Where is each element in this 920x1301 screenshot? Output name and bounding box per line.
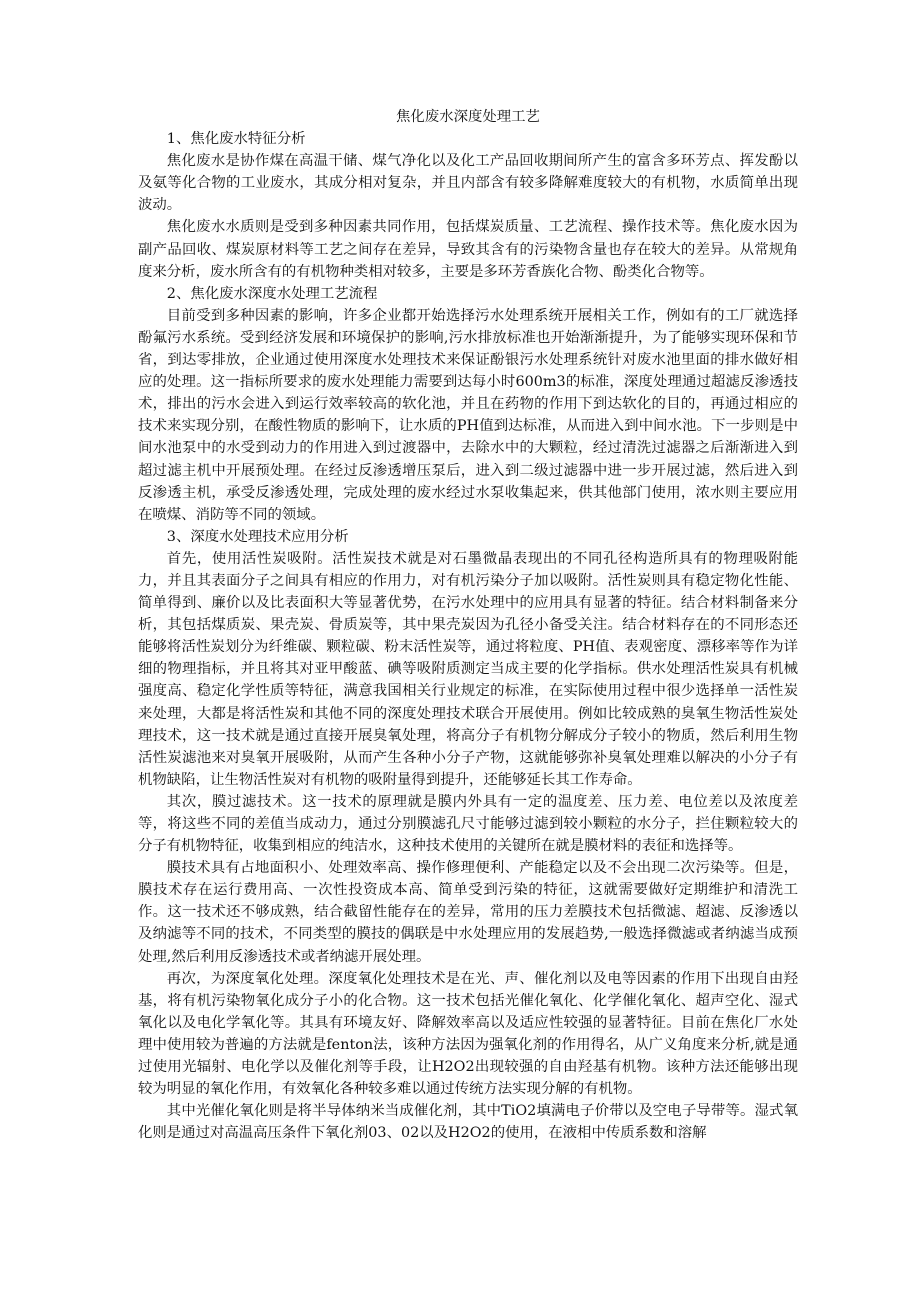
section-2-heading: 2、焦化废水深度水处理工艺流程 (166, 285, 378, 302)
document-title: 焦化废水深度处理工艺 (396, 109, 540, 125)
section-3-paragraph-3: 膜技术具有占地面积小、处理效率高、操作修理便利、产能稳定以及不会出现二次污染等。但是，膜技术存在运行费用高、一次性投资成本高、简单受到污染的特征，这就需要做好定期维护和清洗工作。这一技术还不够成熟，结合截留性能存在的差异，常用的压力差膜技术包括微滤、超滤、反渗透以及纳滤等不同的技术，不同类型的膜技的偶联是中水处理应用的发展趋势,一般选择微滤或者纳滤当成预处理,然后利用反渗透技术或者纳滤开展处理。 (138, 860, 798, 965)
section-3-paragraph-4: 再次，为深度氧化处理。深度氧化处理技术是在光、声、催化剂以及电等因素的作用下出现自由羟基，将有机污染物氧化成分子小的化合物。这一技术包括光催化氧化、化学催化氧化、超声空化、湿式氧化以及电化学氧化等。其具有环境友好、降解效率高以及适应性较强的显著特征。目前在焦化厂水处理中使用较为普遍的方法就是fenton法，该种方法因为强氧化剂的作用得名，从广义角度来分析,就是通过使用光辐射、电化学以及催化剂等手段，让H2O2出现较强的自由羟基有机物。该种方法还能够出现较为明显的氧化作用，有效氧化各种较多难以通过传统方法实现分解的有机物。 (138, 970, 798, 1098)
section-2-paragraph-1: 目前受到多种因素的影响，许多企业都开始选择污水处理系统开展相关工作，例如有的工厂就选择酚氟污水系统。受到经济发展和环境保护的影响,污水排放标准也开始渐渐提升，为了能够实现环保和节省，到达零排放，企业通过使用深度水处理技术来保证酚银污水处理系统针对废水池里面的排水做好相应的处理。这一指标所要求的废水处理能力需要到达每小时600m3的标准，深度处理通过超滤反渗透技术，排出的污水会进入到运行效率较高的软化池，并且在药物的作用下到达软化的目的，再通过相应的技术来实现分别，在酸性物质的影响下，让水质的PH值到达标准，从而进入到中间水池。下一步则是中间水池泵中的水受到动力的作用进入到过渡器中，去除水中的大颗粒，经过清洗过滤器之后渐渐进入到超过滤主机中开展预处理。在经过反渗透增压泵后，进入到二级过滤器中进一步开展过滤，然后进入到反渗透主机，承受反渗透处理，完成处理的废水经过水泵收集起来，供其他部门使用，浓水则主要应用在喷煤、消防等不同的领域。 (138, 307, 798, 523)
section-3-paragraph-2: 其次，膜过滤技术。这一技术的原理就是膜内外具有一定的温度差、压力差、电位差以及浓度差等，将这些不同的差值当成动力，通过分别膜滤孔尺寸能够过滤到较小颗粒的水分子，拦住颗粒较大的分子有机物特征，收集到相应的纯洁水，这种技术使用的关键所在就是膜材料的表征和选择等。 (138, 793, 798, 855)
section-1-paragraph-2: 焦化废水水质则是受到多种因素共同作用，包括煤炭质量、工艺流程、操作技术等。焦化废水因为副产品回收、煤炭原材料等工艺之间存在差异，导致其含有的污染物含量也存在较大的差异。从常规角度来分析，废水所含有的有机物种类相对较多，主要是多环芳香族化合物、酚类化合物等。 (138, 219, 798, 280)
document-body (138, 106, 798, 1144)
section-1-heading: 1、焦化废水特征分析 (166, 131, 306, 148)
section-3-heading: 3、深度水处理技术应用分析 (166, 528, 349, 545)
section-1-paragraph-1: 焦化废水是协作煤在高温干储、煤气净化以及化工产品回收期间所产生的富含多环芳点、挥发酚以及氨等化合物的工业废水，其成分相对复杂，并且内部含有较多降解难度较大的有机物，水质简单出现波动。 (138, 153, 798, 214)
section-3-paragraph-1: 首先，使用活性炭吸附。活性炭技术就是对石墨微晶表现出的不同孔径构造所具有的物理吸附能力，并且其表面分子之间具有相应的作用力，对有机污染分子加以吸附。活性炭则具有稳定物化性能、简单得到、廉价以及比表面积大等显著优势，在污水处理中的应用具有显著的特征。结合材料制备来分析，其包括煤质炭、果壳炭、骨质炭等，其中果壳炭因为孔径小备受关注。结合材料存在的不同形态还能够将活性炭划分为纤维碳、颗粒碳、粉末活性炭等，通过将粒度、PH值、表观密度、漂移率等作为详细的物理指标，并且将其对亚甲酸蓝、碘等吸附质测定当成主要的化学指标。供水处理活性炭具有机械强度高、稳定化学性质等特征，满意我国相关行业规定的标准，在实际使用过程中很少选择单一活性炭来处理，大都是将活性炭和其他不同的深度处理技术联合开展使用。例如比较成熟的臭氧生物活性炭处理技术，这一技术就是通过直接开展臭氧处理，将高分子有机物分解成分子较小的物质，然后利用生物活性炭滤池来对臭氧开展吸附，从而产生各种小分子产物，这就能够弥补臭氧处理难以解决的小分子有机物缺陷，让生物活性炭对有机物的吸附量得到提升，还能够延长其工作寿命。 (138, 550, 798, 788)
section-3-paragraph-5: 其中光催化氧化则是将半导体纳米当成催化剂，其中TiO2填满电子价带以及空电子导带等。湿式氧化则是通过对高温高压条件下氧化剂03、02以及H2O2的使用，在液相中传质系数和溶解 (138, 1103, 798, 1142)
